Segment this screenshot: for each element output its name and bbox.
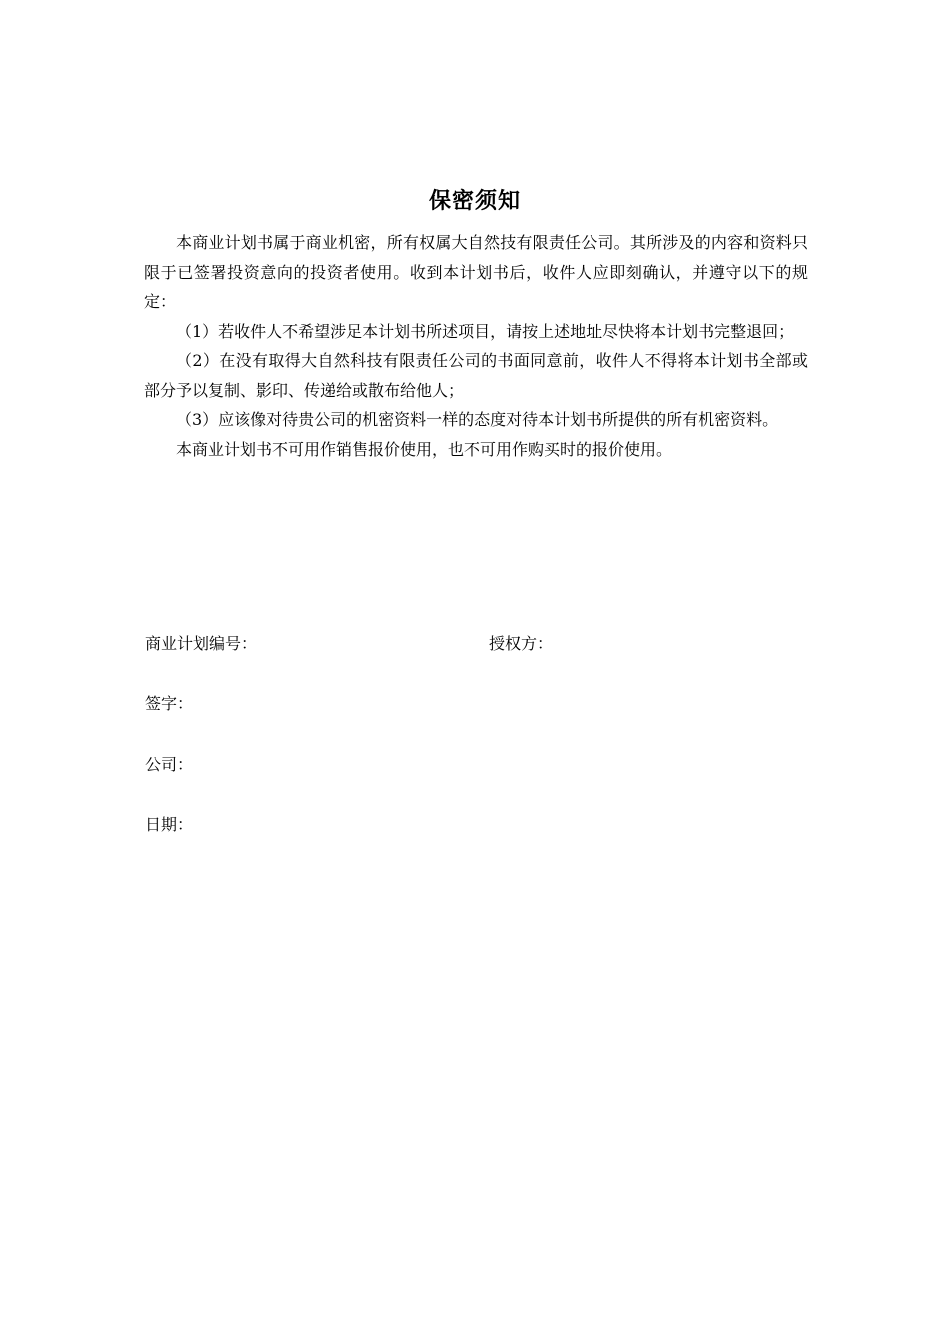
plan-number-label: 商业计划编号：: [145, 634, 258, 653]
date-label: 日期：: [145, 815, 194, 834]
page-title: 保密须知: [428, 188, 521, 214]
intro-paragraph: 本商业计划书属于商业机密，所有权属大自然技有限责任公司。其所涉及的内容和资料只限于已签署投资意向的投资者使用。收到本计划书后，收件人应即刻确认，并遵守以下的规定：: [144, 233, 808, 311]
rule-1-paragraph: （1）若收件人不希望涉足本计划书所述项目，请按上述地址尽快将本计划书完整退回；: [176, 321, 795, 341]
signature-label: 签字：: [145, 694, 194, 713]
rule-3-paragraph: （3）应该像对待贵公司的机密资料一样的态度对待本计划书所提供的所有机密资料。: [176, 410, 779, 429]
company-label: 公司：: [145, 755, 194, 774]
authorized-party-label: 授权方：: [489, 634, 554, 653]
closing-paragraph: 本商业计划书不可用作销售报价使用，也不可用作购买时的报价使用。: [176, 439, 673, 459]
rule-2-paragraph: （2）在没有取得大自然科技有限责任公司的书面同意前，收件人不得将本计划书全部或部分予以复制、影印、传递给或散布给他人；: [144, 351, 808, 400]
confidentiality-body: [144, 228, 808, 464]
